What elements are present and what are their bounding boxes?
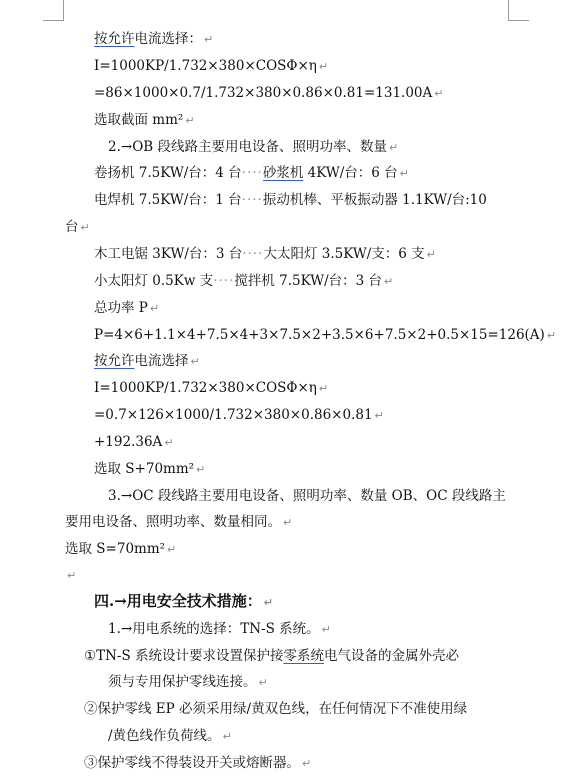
empty-paragraph: ↵ xyxy=(67,569,77,582)
equipment-line: 小太阳灯 0.5Kw 支····搅拌机 7.5KW/台：3 台 ↵ xyxy=(94,273,394,289)
page-corner-mark-left xyxy=(43,0,64,21)
section-heading: 四.→用电安全技术措施： ↵ xyxy=(94,592,274,610)
list-item: ①TN-S 系统设计要求设置保护接零系统电气设备的金属外壳必 xyxy=(84,648,460,664)
formula-line: +192.36A ↵ xyxy=(94,434,174,450)
formula-line: P=4×6+1.1×4+7.5×4+3×7.5×2+3.5×6+7.5×2+0.5×15=126(A) ↵ xyxy=(94,327,557,343)
equipment-line: 电焊机 7.5KW/台：1 台····振动机棒、平板振动器 1.1KW/台:10 xyxy=(94,192,487,208)
text-line: 总功率 P ↵ xyxy=(94,300,160,316)
formula-line: =0.7×126×1000/1.732×380×0.86×0.81 ↵ xyxy=(94,407,384,423)
text-line: 选取 S+70mm² ↵ xyxy=(94,461,206,477)
formula-line: I=1000KP/1.732×380×COSΦ×η ↵ xyxy=(94,58,329,74)
text-line: 选取 S=70mm² ↵ xyxy=(65,541,177,557)
equipment-line: 木工电锯 3KW/台：3 台····大太阳灯 3.5KW/支：6 支 ↵ xyxy=(94,246,436,262)
section-item: 2.→OB 段线路主要用电设备、照明功率、数量 ↵ xyxy=(108,139,399,155)
equipment-line: 卷扬机 7.5KW/台：4 台····砂浆机 4KW/台：6 台 ↵ xyxy=(94,165,409,181)
text-line: 选取截面 mm² ↵ xyxy=(94,112,195,128)
list-item-continuation: 须与专用保护零线连接。 ↵ xyxy=(108,674,268,690)
page-corner-mark-right xyxy=(508,0,529,21)
section-item: 1.→用电系统的选择：TN-S 系统。 ↵ xyxy=(108,621,331,637)
formula-line: =86×1000×0.7/1.732×380×0.86×0.81=131.00A ↵ xyxy=(94,85,444,101)
list-item-continuation: /黄色线作负荷线。 ↵ xyxy=(108,728,232,744)
text-line: 按允许电流选择： ↵ xyxy=(94,31,214,47)
text-line: 按允许电流选择 ↵ xyxy=(94,353,200,369)
list-item: ②保护零线 EP 必须采用绿/黄双色线，在任何情况下不准使用绿 xyxy=(84,701,468,717)
list-item: ③保护零线不得装设开关或熔断器。 ↵ xyxy=(84,755,312,771)
section-item: 3.→OC 段线路主要用电设备、照明功率、数量 OB、OC 段线路主 xyxy=(108,488,506,504)
text-line: 台 ↵ xyxy=(65,219,90,235)
formula-line: I=1000KP/1.732×380×COSΦ×η ↵ xyxy=(94,380,329,396)
text-line: 要用电设备、照明功率、数量相同。 ↵ xyxy=(65,514,293,530)
